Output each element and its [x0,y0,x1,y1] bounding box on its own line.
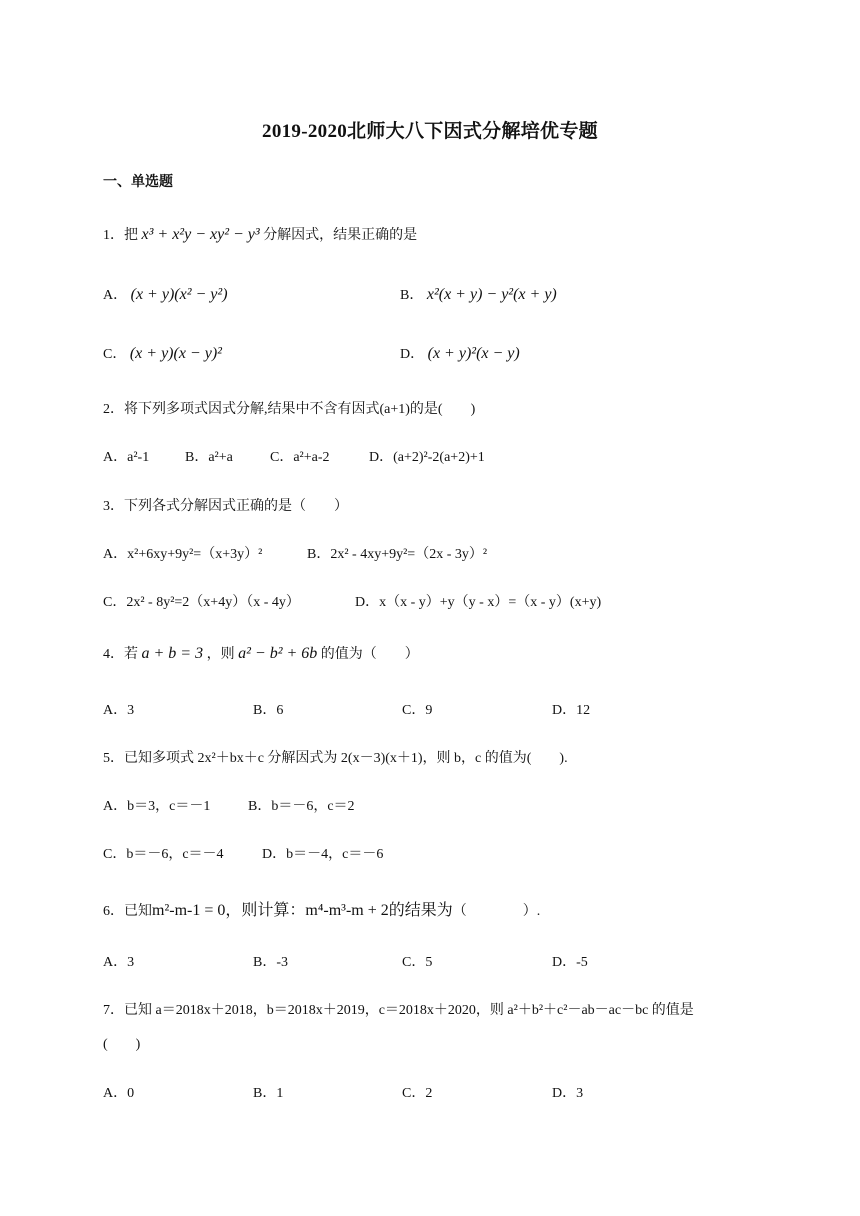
option-text: 3 [127,955,135,970]
q4-mid: ，则 [206,647,235,662]
option-label: A． [103,955,128,970]
q6-expression: m²-m-1 = 0，则计算：m⁴-m³-m + 2的结果为 [152,902,453,919]
q1-option-a [103,284,228,304]
q2-option-c [270,446,330,466]
q7-option-d [552,1082,583,1102]
section-heading: 一、单选题 [103,175,173,190]
option-label: A． [103,288,128,303]
q4-option-d [552,699,590,719]
option-text: (x + y)²(x − y) [427,345,520,362]
option-label: D． [400,347,425,362]
option-label: B． [253,703,277,718]
option-text: 2x² - 4xy+9y²=（2x - 3y）² [330,547,488,562]
question-5-stem: 5．已知多项式 2x²＋bx＋c 分解因式为 2(x－3)(x＋1)，则 b，c 的值为( ). [103,751,568,766]
option-label: B． [185,450,209,465]
option-text: 2x² - 8y²=2（x+4y）（x - 4y） [126,595,300,610]
option-text: b＝－6，c＝2 [271,799,355,814]
question-6-stem [103,897,540,920]
q6-suffix: （ ）. [452,904,541,919]
option-text: x²+6xy+9y²=（x+3y）² [127,547,263,562]
option-label: C． [270,450,294,465]
option-label: D． [262,847,287,862]
option-text: x（x - y）+y（y - x）=（x - y）(x+y) [379,595,602,610]
option-text: -3 [276,955,289,970]
option-label: C． [103,347,127,362]
option-text: 2 [425,1086,433,1101]
question-7-stem-line1: 7．已知 a＝2018x＋2018，b＝2018x＋2019，c＝2018x＋2020，则 a²＋b²＋c²－ab－ac－bc 的值是 [103,1003,694,1018]
option-label: C． [402,703,426,718]
option-label: D． [552,1086,577,1101]
option-text: x²(x + y) − y²(x + y) [426,286,557,303]
q5-option-b [248,795,355,815]
question-1-stem [103,224,417,244]
option-text: a²+a [208,450,233,465]
option-text: a²-1 [127,450,150,465]
option-text: (x + y)(x² − y²) [130,286,228,303]
option-label: C． [402,955,426,970]
option-label: D． [552,955,577,970]
q6-option-b [253,951,288,971]
option-label: A． [103,703,128,718]
q2-option-d [369,446,485,466]
option-text: -5 [576,955,588,970]
q1-expression: x³ + x²y − xy² − y³ [141,226,260,243]
option-text: 5 [425,955,433,970]
page-title: 2019-2020北师大八下因式分解培优专题 [262,121,598,142]
q2-option-b [185,446,233,466]
option-text: 9 [425,703,433,718]
q2-option-a [103,446,149,466]
option-label: C． [103,847,127,862]
option-label: A． [103,799,128,814]
q5-option-d [262,843,383,863]
q3-option-b [307,543,487,563]
option-label: B． [307,547,331,562]
q4-option-c [402,699,432,719]
option-text: b＝－4，c＝－6 [286,847,384,862]
q4-suffix: 的值为（ ） [320,647,419,662]
q1-option-b [400,284,557,304]
q1-option-c [103,343,222,363]
option-text: (x + y)(x − y)² [129,345,222,362]
q3-option-d [355,591,601,611]
option-label: D． [552,703,577,718]
question-3-stem: 3．下列各式分解因式正确的是（ ） [103,499,348,514]
q6-prefix: 6．已知 [103,904,152,919]
option-label: C． [103,595,127,610]
option-text: 1 [276,1086,284,1101]
option-text: (a+2)²-2(a+2)+1 [393,450,485,465]
option-label: C． [402,1086,426,1101]
q6-option-d [552,951,588,971]
q1-suffix: 分解因式，结果正确的是 [263,228,418,243]
q7-option-b [253,1082,283,1102]
option-label: D． [369,450,394,465]
option-label: B． [253,1086,277,1101]
option-text: 6 [276,703,284,718]
q6-option-c [402,951,432,971]
question-7-stem-line2: ( ) [103,1037,141,1052]
option-label: A． [103,450,128,465]
option-label: A． [103,547,128,562]
option-label: B． [248,799,272,814]
option-text: b＝－6，c＝－4 [126,847,224,862]
option-label: D． [355,595,380,610]
q3-option-c [103,591,300,611]
q4-option-b [253,699,283,719]
question-4-stem [103,643,419,663]
q5-option-c [103,843,224,863]
option-label: B． [400,288,424,303]
option-text: 12 [576,703,591,718]
question-2-stem: 2．将下列多项式因式分解,结果中不含有因式(a+1)的是( ) [103,402,476,417]
q4-prefix: 4．若 [103,647,138,662]
option-text: b＝3，c＝－1 [127,799,211,814]
q3-option-a [103,543,262,563]
q4-expression: a² − b² + 6b [238,645,318,662]
option-text: a²+a-2 [293,450,330,465]
option-text: 0 [127,1086,135,1101]
q5-option-a [103,795,210,815]
option-label: B． [253,955,277,970]
q4-condition: a + b = 3 [141,645,204,662]
q6-option-a [103,951,134,971]
option-label: A． [103,1086,128,1101]
q4-option-a [103,699,134,719]
q1-option-d [400,343,520,363]
option-text: 3 [127,703,135,718]
q1-prefix: 1．把 [103,228,138,243]
q7-option-a [103,1082,134,1102]
q7-option-c [402,1082,432,1102]
option-text: 3 [576,1086,584,1101]
